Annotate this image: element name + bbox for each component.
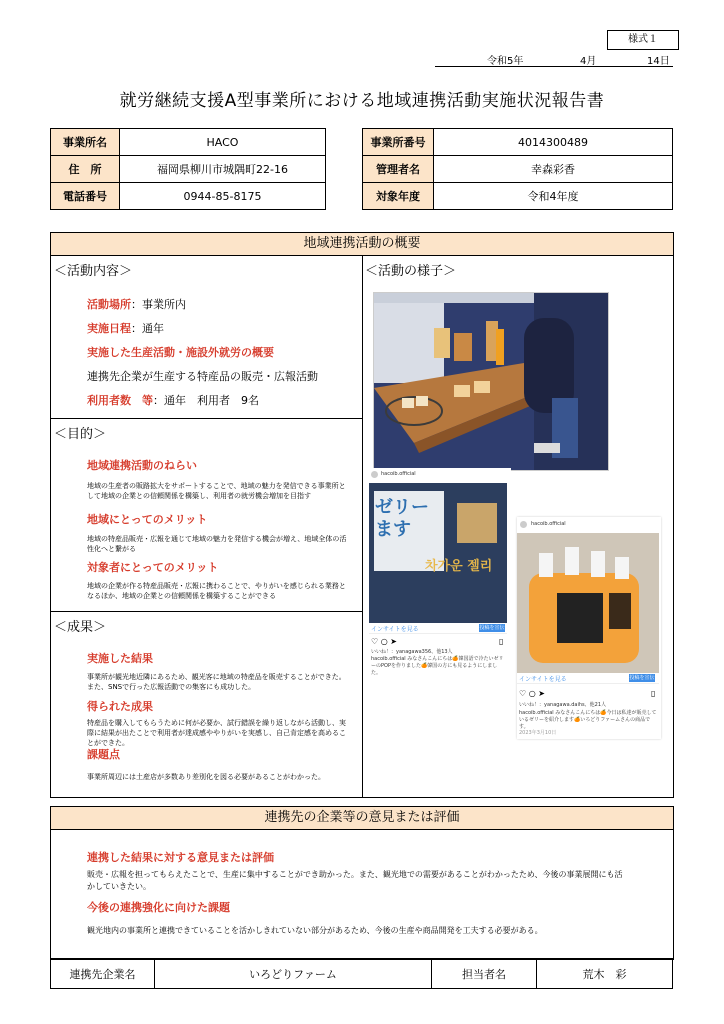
partner-person-value: 荒木 彩 bbox=[537, 959, 673, 989]
heart-icon[interactable]: ♡ bbox=[519, 689, 527, 698]
date-month: 4月 bbox=[580, 56, 597, 67]
post1-icons bbox=[371, 637, 397, 646]
facility-number-label: 事業所番号 bbox=[363, 129, 434, 156]
target-merit-text: 地域の企業が作る特産品販売・広報に携わることで、やりがいを感じられる業務となるほか、地域の企業との信頼関係を構築することができる bbox=[87, 582, 346, 600]
result-heading: ＜成果＞ bbox=[54, 620, 107, 635]
post2-date: 2023年3月10日 bbox=[519, 730, 557, 736]
future-task-label: 今後の連携強化に向けた課題 bbox=[87, 901, 230, 914]
post2-insight-link[interactable]: インサイトを見る bbox=[519, 676, 567, 683]
post2-promote-button[interactable]: 投稿を宣伝 bbox=[629, 675, 655, 681]
place-value: ：事業所内 bbox=[131, 298, 186, 311]
schedule-row bbox=[87, 320, 164, 336]
instagram-post-2 bbox=[517, 517, 661, 739]
users-value: ：通年 利用者 9名 bbox=[153, 394, 259, 407]
opinion-label: 連携した結果に対する意見または評価 bbox=[87, 851, 274, 864]
aim-text: 地域の生産者の販路拡大をサポートすることで、地域の魅力を発信できる事業所として地域の企業との信頼関係を構築し、利用者の就労機会増加を目指す bbox=[87, 482, 346, 500]
done-label: 実施した結果 bbox=[87, 652, 153, 665]
post2-image bbox=[517, 533, 659, 673]
product-display-illustration bbox=[374, 293, 608, 470]
issue-label: 課題点 bbox=[87, 748, 120, 761]
fiscal-year-label: 対象年度 bbox=[363, 183, 434, 210]
issue-text: 事業所周辺には土産店が多数あり差別化を図る必要があることがわかった。 bbox=[87, 773, 325, 781]
heart-icon[interactable]: ♡ bbox=[371, 637, 379, 646]
fiscal-year-value: 令和4年度 bbox=[434, 183, 673, 210]
post2-avatar bbox=[520, 521, 527, 528]
aim-label: 地域連携活動のねらい bbox=[87, 459, 197, 472]
share-icon[interactable]: ➤ bbox=[390, 637, 397, 646]
facility-name-value: HACO bbox=[120, 129, 326, 156]
activity-photo bbox=[373, 292, 609, 471]
post1-korean-text: 차가운 젤리 bbox=[425, 559, 493, 574]
production-value: 連携先企業が生産する特産品の販売・広報活動 bbox=[87, 370, 318, 383]
evaluation-section bbox=[50, 806, 674, 960]
purpose-heading: ＜目的＞ bbox=[54, 427, 107, 442]
gained-label: 得られた成果 bbox=[87, 700, 153, 713]
form-number: 様式１ bbox=[607, 30, 679, 50]
purpose-block bbox=[51, 419, 362, 612]
post1-avatar bbox=[371, 471, 378, 478]
partner-company-label: 連携先企業名 bbox=[51, 959, 155, 989]
partner-person-label: 担当者名 bbox=[432, 959, 537, 989]
phone-label: 電話番号 bbox=[51, 183, 120, 210]
gained-text: 特産品を購入してもらうために何が必要か、試行錯誤を繰り返しながら活動し、実際に結果が出たことで利用者が達成感ややりがいを実感し、自己肯定感を高めることができた。 bbox=[87, 719, 346, 747]
post1-sign-jelly: ゼリー bbox=[375, 497, 429, 518]
activity-state-block bbox=[363, 256, 673, 797]
facility-info-table bbox=[50, 128, 326, 210]
done-text: 事業所が観光地近隣にあるため、観光客に地域の特産品を販売することができた。また、SNSで行った広報活動での集客にも成功した。 bbox=[87, 673, 346, 691]
place-label: 活動場所 bbox=[87, 298, 131, 311]
report-date bbox=[435, 52, 673, 67]
region-merit-label: 地域にとってのメリット bbox=[87, 513, 208, 526]
overview-heading: 地域連携活動の概要 bbox=[51, 233, 673, 256]
comment-icon[interactable]: ○ bbox=[380, 637, 388, 646]
jelly-product-illustration bbox=[517, 533, 659, 673]
address-label: 住 所 bbox=[51, 156, 120, 183]
place-row bbox=[87, 296, 186, 312]
schedule-label: 実施日程 bbox=[87, 322, 131, 335]
facility-number-value: 4014300489 bbox=[434, 129, 673, 156]
partner-company-value: いろどりファーム bbox=[155, 959, 432, 989]
post1-product bbox=[457, 503, 497, 543]
phone-value: 0944-85-8175 bbox=[120, 183, 326, 210]
page-title: 就労継続支援A型事業所における地域連携活動実施状況報告書 bbox=[119, 91, 605, 111]
production-label: 実施した生産活動・施設外就労の概要 bbox=[87, 346, 274, 359]
manager-label: 管理者名 bbox=[363, 156, 434, 183]
facility-name-label: 事業所名 bbox=[51, 129, 120, 156]
result-block bbox=[51, 612, 362, 797]
comment-icon[interactable]: ○ bbox=[528, 689, 536, 698]
manager-value: 幸森彩香 bbox=[434, 156, 673, 183]
overview-section bbox=[50, 232, 674, 798]
post2-icons bbox=[519, 689, 545, 698]
users-label: 利用者数 等 bbox=[87, 394, 153, 407]
schedule-value: ：通年 bbox=[131, 322, 164, 335]
post2-action-bar bbox=[517, 674, 659, 684]
post1-image bbox=[369, 483, 507, 623]
evaluation-heading: 連携先の企業等の意見または評価 bbox=[51, 807, 673, 830]
facility-admin-table bbox=[362, 128, 673, 210]
instagram-post-1 bbox=[369, 468, 511, 676]
post1-account: hacoib.official bbox=[381, 471, 416, 477]
date-day: 14日 bbox=[647, 56, 670, 67]
post1-promote-button[interactable]: 投稿を宣伝 bbox=[479, 625, 505, 631]
activity-heading: ＜活動内容＞ bbox=[54, 264, 133, 279]
partner-table bbox=[50, 958, 673, 989]
post1-likes: いいね！：yanagawa356、他13人 bbox=[371, 649, 453, 655]
bookmark-icon[interactable]: ▯ bbox=[651, 689, 656, 698]
opinion-text: 販売・広報を担ってもらえたことで、生産に集中することができ助かった。また、観光地での需要があることがわかったため、今後の事業展開にも活かしていきたい。 bbox=[87, 870, 623, 891]
share-icon[interactable]: ➤ bbox=[538, 689, 545, 698]
post2-likes: いいね！：yanagawa.daihs、他21人 bbox=[519, 702, 607, 708]
activity-state-heading: ＜活動の様子＞ bbox=[365, 264, 457, 279]
target-merit-label: 対象者にとってのメリット bbox=[87, 561, 219, 574]
post1-action-bar bbox=[369, 624, 507, 634]
post1-sign-masu: ます bbox=[375, 519, 411, 540]
future-task-text: 観光地内の事業所と連携できていることを活かしきれていない部分があるため、今後の生産や商品開発を工夫する必要がある。 bbox=[87, 926, 543, 935]
post2-account: hacoib.official bbox=[531, 521, 566, 527]
date-era: 令和5年 bbox=[487, 56, 524, 67]
region-merit-text: 地域の特産品販売・広報を通じて地域の魅力を発信する機会が増え、地域全体の活性化へと繋がる bbox=[87, 535, 347, 553]
address-value: 福岡県柳川市城隅町22-16 bbox=[120, 156, 326, 183]
bookmark-icon[interactable]: ▯ bbox=[499, 637, 504, 646]
post1-insight-link[interactable]: インサイトを見る bbox=[371, 626, 419, 633]
activity-block bbox=[51, 256, 362, 419]
post2-caption: hacoib.official みなさんこんにちは🍊今日は私達が販売しているゼリーを紹介します🍊いろどりファームさんの商品です。 bbox=[519, 710, 657, 730]
users-row bbox=[87, 392, 259, 408]
post1-caption: hacoib.official みなさんこんにちは🍊韓国語で冷たいゼリーのPOPを作りました🍊韓国の方にも見るようにしました。 bbox=[371, 656, 504, 676]
